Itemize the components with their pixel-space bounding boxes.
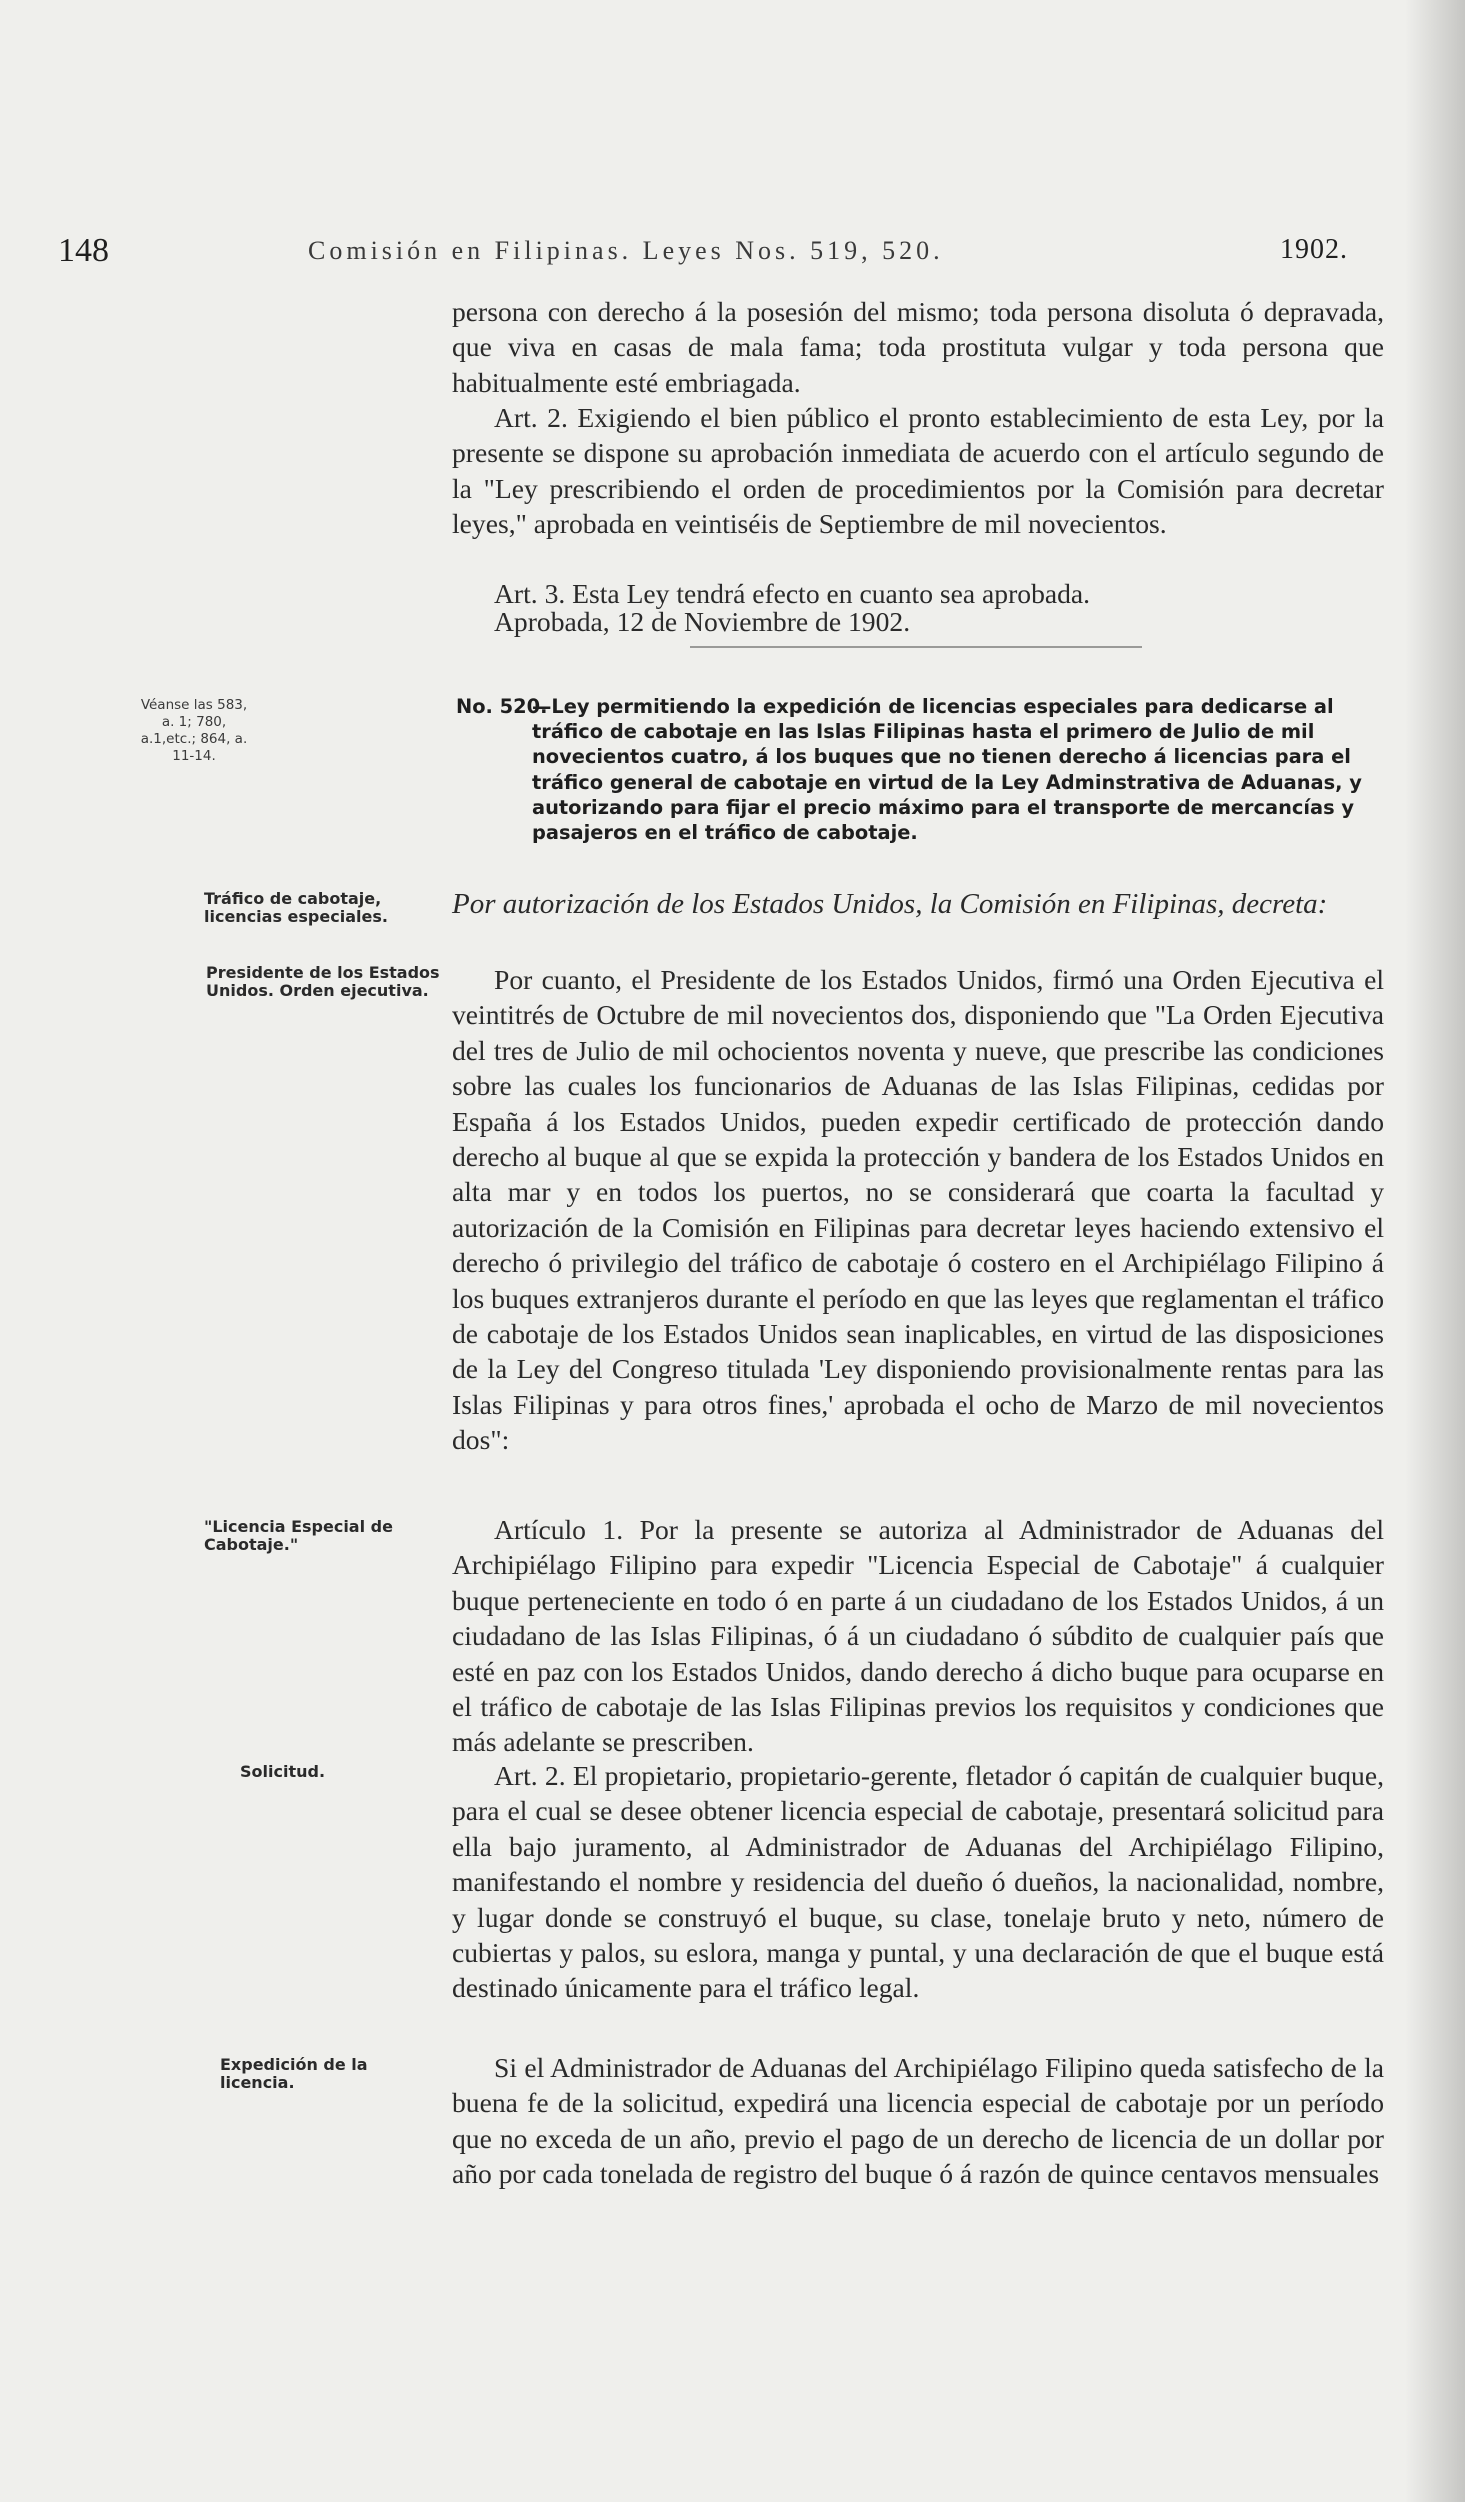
paragraph-expedicion: Si el Administrador de Aduanas del Archipiélago Filipino queda satisfecho de la buena fe de la solicitud, expedirá una licencia especial de cabotaje por un período que no exceda de un año, previo el pago de un derecho de licencia de un dollar por año por cada tonelada de registro del buque ó á razón de quince centavos mensuales [452, 2052, 1384, 2190]
section-divider [690, 646, 1142, 648]
margin-note-solicitud: Solicitud. [240, 1762, 326, 1781]
margin-note-expedicion: Expedición de la licencia. [220, 2055, 368, 2092]
page-header [58, 232, 1348, 282]
paragraph-art-3-519: Art. 3. Esta Ley tendrá efecto en cuanto sea aprobada. [494, 578, 1091, 609]
paragraph-continuation: persona con derecho á la posesión del mismo; toda persona disoluta ó depravada, que viva en casas de mala fama; toda prostituta vulgar y toda persona que habitualmente esté embriagada. [452, 296, 1384, 398]
margin-note-trafico: Tráfico de cabotaje, licencias especiales. [204, 889, 388, 926]
margin-crossref: Véanse las 583, a. 1; 780, a.1,etc.; 864, a. 11-14. [140, 697, 248, 764]
paragraph-art-2-519: Art. 2. Exigiendo el bien público el pronto establecimiento de esta Ley, por la presente se dispone su aprobación inmediata de acuerdo con el artículo segundo de la "Ley prescribiendo el orden de procedimientos por la Comisión para decretar leyes," aprobada en veintiséis de Septiembre de mil novecientos. [452, 402, 1384, 540]
law-title: —Ley permitiendo la expedición de licencias especiales para dedicarse al tráfico de cabotaje en las Islas Filipinas hasta el primero de Julio de mil novecientos cuatro, á los buques que no tienen derecho á licencias para el tráfico general de cabotaje en virtud de la Ley Adminstrativa de Aduanas, y autorizando para fijar el precio máximo para el transporte de mercancías y pasajeros en el tráfico de cabotaje. [532, 695, 1362, 845]
approval-date: Aprobada, 12 de Noviembre de 1902. [494, 606, 911, 637]
paragraph-articulo-1: Artículo 1. Por la presente se autoriza al Administrador de Aduanas del Archipiélago Filipino para expedir "Licencia Especial de Cabotaje" á cualquier buque perteneciente en todo ó en parte á un ciudadano de los Estados Unidos, á un ciudadano de las Islas Filipinas, ó á un ciudadano ó súbdito de cualquier país que esté en paz con los Estados Unidos, dando derecho á dicho buque para ocuparse en el tráfico de cabotaje de las Islas Filipinas previos los requisitos y condiciones que más adelante se prescriben. [452, 1514, 1384, 1758]
law-number: No. 520. [456, 695, 548, 718]
enacting-clause: Por autorización de los Estados Unidos, la Comisión en Filipinas, decreta: [452, 888, 1328, 920]
header-year: 1902. [1280, 234, 1348, 265]
page-edge-shadow [1405, 0, 1465, 2502]
margin-note-presidente: Presidente de los Estados Unidos. Orden ejecutiva. [206, 963, 440, 1000]
running-head: Comisión en Filipinas. Leyes Nos. 519, 520. [308, 236, 944, 265]
law-520-heading [456, 694, 1384, 845]
paragraph-art-2: Art. 2. El propietario, propietario-gerente, fletador ó capitán de cualquier buque, para el cual se desee obtener licencia especial de cabotaje, presentará solicitud para ella bajo juramento, al Administrador de Aduanas del Archipiélago Filipino, manifestando el nombre y residencia del dueño ó dueños, la nacionalidad, nombre, y lugar donde se construyó el buque, su clase, tonelaje bruto y neto, número de cubiertas y palos, su eslora, manga y puntal, y una declaración de que el buque está destinado únicamente para el tráfico legal. [452, 1760, 1384, 2004]
page-number: 148 [58, 232, 109, 269]
margin-note-licencia: "Licencia Especial de Cabotaje." [204, 1517, 393, 1554]
paragraph-por-cuanto: Por cuanto, el Presidente de los Estados Unidos, firmó una Orden Ejecutiva el veintitrés de Octubre de mil novecientos dos, disponiendo que "La Orden Ejecutiva del tres de Julio de mil ochocientos noventa y nueve, que prescribe las condiciones sobre las cuales los funcionarios de Aduanas de las Islas Filipinas, cedidas por España á los Estados Unidos, pueden expedir certificado de protección dando derecho al buque al que se expida la protección y bandera de los Estados Unidos en alta mar y en todos los puertos, no se considerará que coarta la facultad y autorización de la Comisión en Filipinas para decretar leyes haciendo extensivo el derecho ó privilegio del tráfico de cabotaje ó costero en el Archipiélago Filipino á los buques extranjeros durante el período en que las leyes que reglamentan el tráfico de cabotaje de los Estados Unidos sean inaplicables, en virtud de las disposiciones de la Ley del Congreso titulada 'Ley disponiendo provisionalmente rentas para las Islas Filipinas y para otros fines,' aprobada el ocho de Marzo de mil novecientos dos": [452, 964, 1384, 1456]
